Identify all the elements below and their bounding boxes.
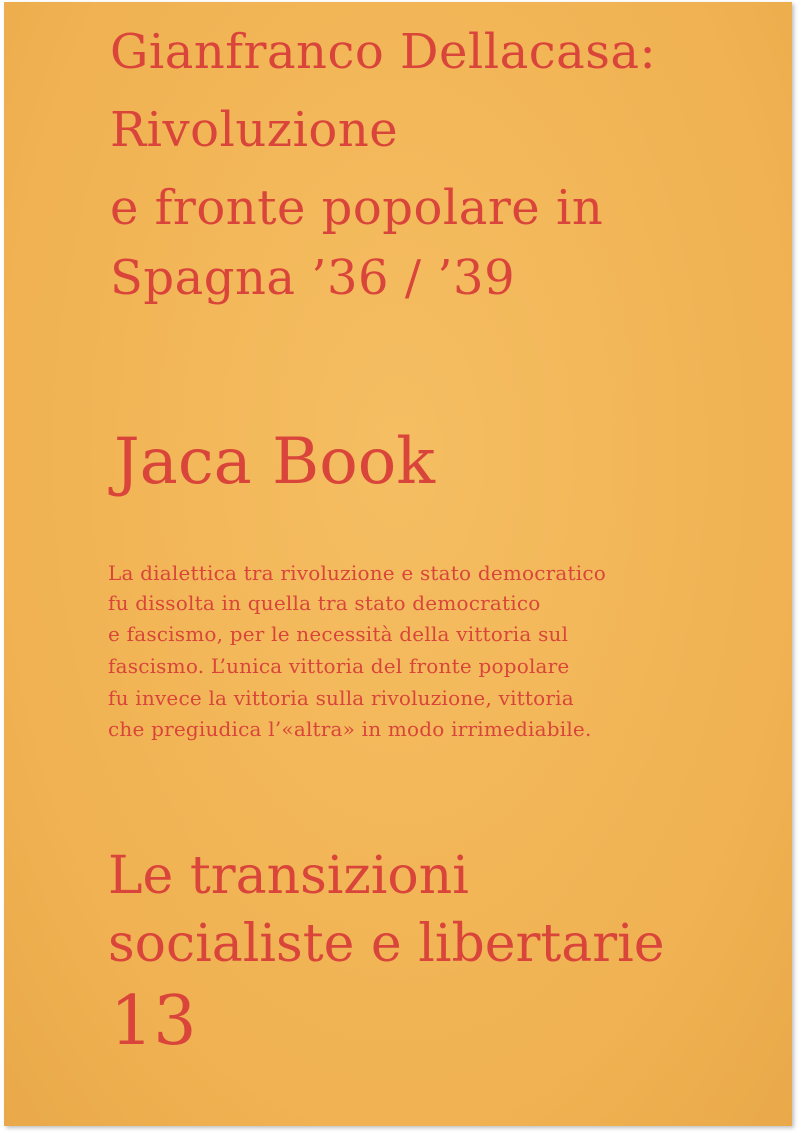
series-title-line: socialiste e libertarie [108, 914, 665, 974]
cover-title-line: Rivoluzione [110, 102, 399, 158]
blurb-line: fascismo. L’unica vittoria del fronte popolare [108, 654, 570, 678]
blurb-line: La dialettica tra rivoluzione e stato democratico [108, 561, 607, 585]
series-number: 13 [110, 982, 197, 1061]
blurb-line: fu invece la vittoria sulla rivoluzione, vittoria [108, 686, 574, 710]
cover-title-line: Spagna ’36 / ’39 [110, 250, 516, 306]
book-cover [4, 2, 792, 1126]
cover-title-line: e fronte popolare in [110, 180, 604, 236]
publisher-name: Jaca Book [114, 425, 436, 499]
series-title-line: Le transizioni [108, 846, 469, 906]
blurb-line: fu dissolta in quella tra stato democratico [108, 591, 541, 615]
cover-title-line: Gianfranco Dellacasa: [110, 24, 657, 80]
blurb-line: e fascismo, per le necessità della vittoria sul [108, 622, 569, 646]
blurb-line: che pregiudica l’«altra» in modo irrimediabile. [108, 717, 592, 741]
